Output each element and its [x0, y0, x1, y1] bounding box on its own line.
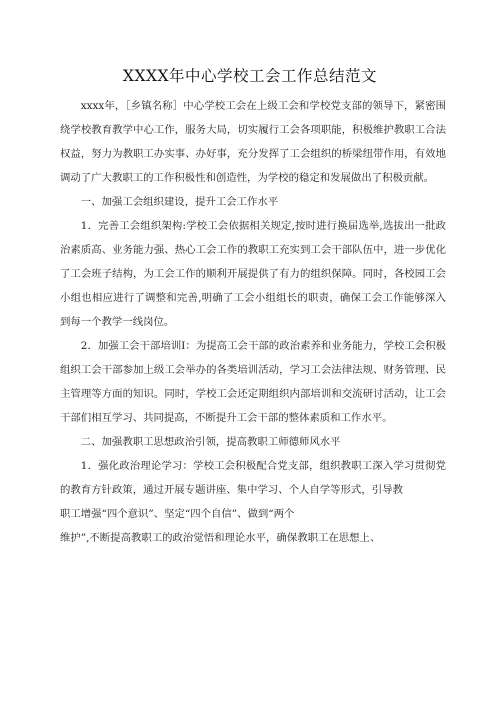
continuation-line-2: 维护”,不断提高教职工的政治觉悟和理论水平，确保教职工在思想上、 [60, 532, 381, 544]
section-1-item-2: 2．加强工会干部培训I：为提高工会干部的政治素养和业务能力，学校工会积极组织工会干部参加上级工会举办的各类培训活动，学习工会法律法规、财务管理、民主管理等方面的知识。同时，学校工会还定期组织内部培训和交流研讨活动，让工会干部们相互学习、共同提高，不断提升工会干部的整体素质和工作水平。 [60, 340, 446, 424]
document-body [60, 94, 446, 550]
continuation-line-1: 职工增强“四个意识”、坚定“四个自信”、做到“两个 [60, 508, 295, 520]
section-heading-2: 二、加强教职工思想政治引领，提高教职工师德师风水平 [80, 436, 341, 448]
section-heading-1: 一、加强工会组织建设，提升工会工作水平 [80, 196, 279, 208]
document-title: XXXX年中心学校工会工作总结范文 [122, 67, 378, 85]
section-2-item-1: 1．强化政治理论学习：学校工会积极配合党支部，组织教职工深入学习贯彻党的教育方针政策，通过开展专题讲座、集中学习、个人自学等形式，引导教 [60, 460, 446, 496]
intro-paragraph: xxxx年，［乡镇名称］中心学校工会在上级工会和学校党支部的领导下，紧密围绕学校教育教学中心工作，服务大局，切实履行工会各项职能，积极维护教职工合法权益，努力为教职工办实事、办好事，充分发挥了工会组织的桥梁纽带作用，有效地调动了广大教职工的工作积极性和创造性，为学校的稳定和发展做出了积极贡献。 [60, 100, 446, 184]
section-1-item-1: 1．完善工会组织架构:学校工会依据相关规定,按时进行换届选举,选拔出一批政治素质高、业务能力强、热心工会工作的教职工充实到工会干部队伍中，进一步优化了工会班子结构，为工会工作的顺利开展提供了有力的组织保障。同时，各校园工会小组也相应进行了调整和完善,明确了工会小组组长的职责，确保工会工作能够深入到每一个教学一线岗位。 [60, 220, 446, 328]
